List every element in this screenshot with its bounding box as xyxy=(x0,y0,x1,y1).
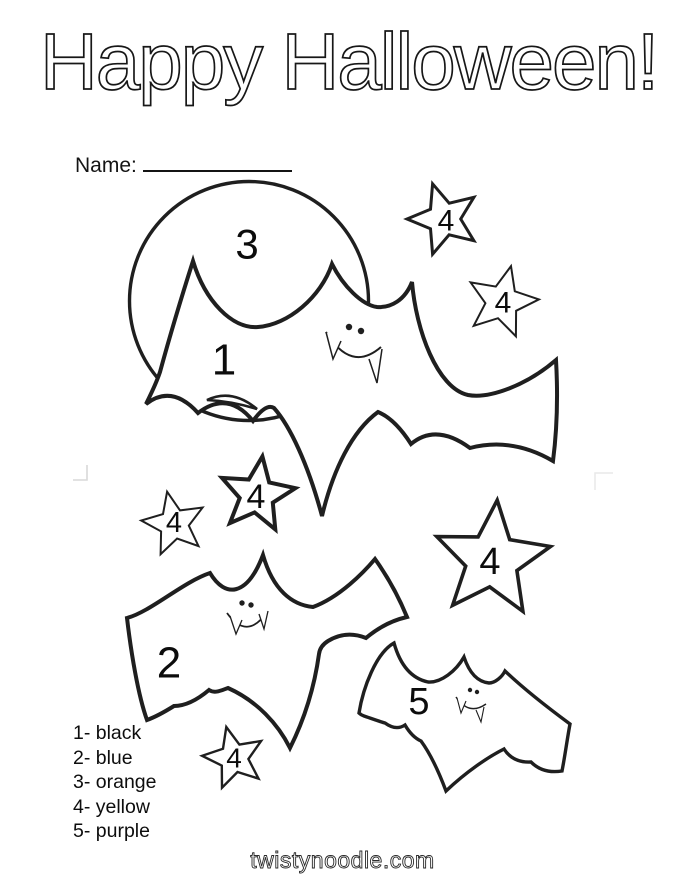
site-credit: twistynoodle.com xyxy=(250,847,435,873)
star-top-number-label: 4 xyxy=(437,204,455,238)
legend-item-black: 1- black xyxy=(73,722,142,744)
color-key-legend xyxy=(73,721,156,844)
legend-item-purple: 5- purple xyxy=(73,820,150,842)
moon-number-label: 3 xyxy=(235,220,259,268)
bat-small-eye-right xyxy=(475,690,479,694)
legend-item-yellow: 4- yellow xyxy=(73,795,150,818)
bat-medium-eye-right xyxy=(248,602,253,607)
page-title: Happy Halloween! xyxy=(40,17,658,106)
star-mid-right-large-number-label: 4 xyxy=(479,541,501,583)
bat-small-number-label: 5 xyxy=(408,681,430,723)
bat-small-eye-left xyxy=(468,688,472,692)
crop-mark-right xyxy=(595,473,613,490)
bat-large-eye-left xyxy=(346,324,352,330)
bat-large-number-label: 1 xyxy=(211,335,237,385)
bat-large-eye-right xyxy=(358,328,364,334)
name-label: Name: xyxy=(75,154,137,177)
bat-small[interactable] xyxy=(359,643,570,791)
star-mid-left-bold-number-label: 4 xyxy=(246,478,266,516)
bat-small-outline[interactable] xyxy=(359,643,570,791)
star-mid-left-small-number-label: 4 xyxy=(165,507,183,539)
star-upper-right-number-label: 4 xyxy=(494,286,512,320)
legend-item-orange: 3- orange xyxy=(73,771,157,793)
bat-medium-eye-left xyxy=(239,600,244,605)
legend-item-blue: 2- blue xyxy=(73,746,133,769)
crop-mark-left xyxy=(73,465,87,480)
bat-medium-number-label: 2 xyxy=(156,638,182,688)
star-bottom-number-label: 4 xyxy=(226,742,242,774)
